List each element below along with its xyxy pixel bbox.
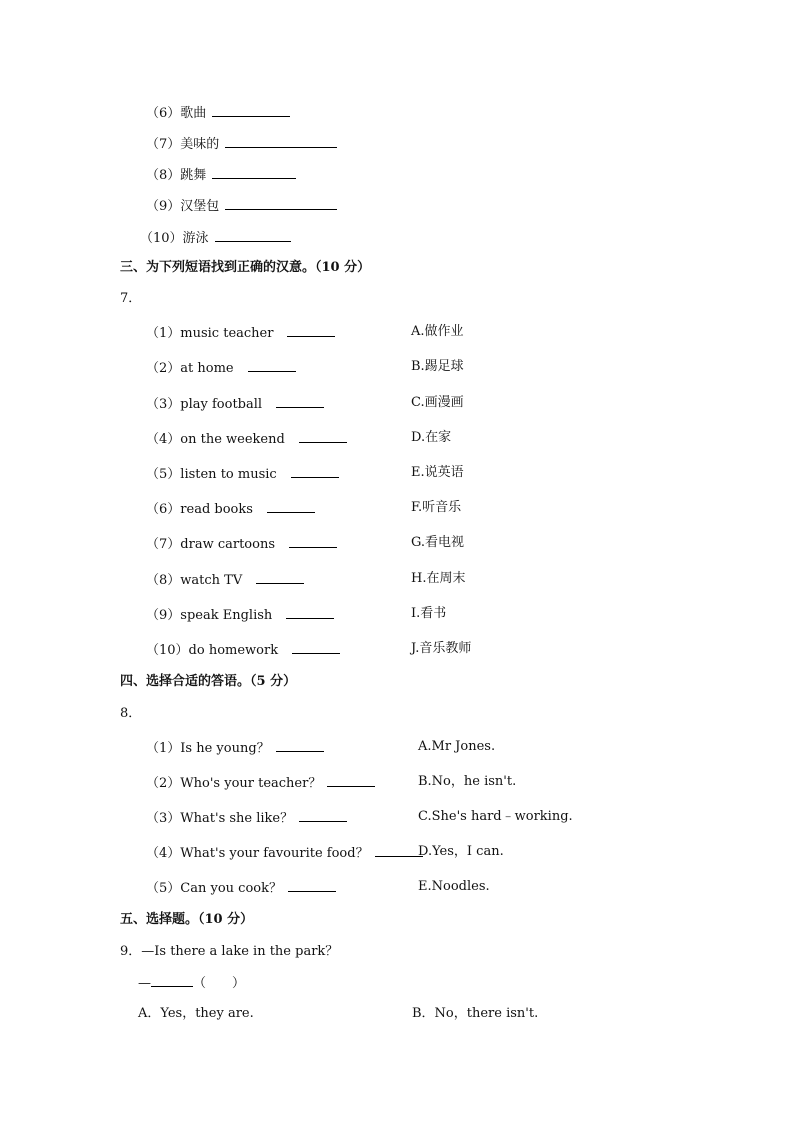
vocab-item bbox=[146, 135, 337, 153]
question-item bbox=[146, 774, 375, 792]
item-text: speak English bbox=[180, 608, 273, 623]
item-text: 汉堡包 bbox=[180, 199, 220, 214]
item-number: （5） bbox=[146, 881, 181, 896]
answer-option: B.No，he isn't. bbox=[418, 774, 517, 789]
item-number: （7） bbox=[146, 137, 181, 152]
answer-blank[interactable] bbox=[267, 500, 315, 513]
item-number: （9） bbox=[146, 199, 181, 214]
item-number: （3） bbox=[146, 811, 181, 826]
meaning-option: F.听音乐 bbox=[411, 500, 462, 515]
answer-blank[interactable] bbox=[256, 571, 304, 584]
answer-blank[interactable] bbox=[151, 974, 193, 987]
vocab-item bbox=[146, 197, 337, 215]
item-number: （6） bbox=[146, 106, 181, 121]
vocab-item bbox=[140, 229, 291, 247]
item-text: listen to music bbox=[180, 467, 277, 482]
section-heading: 四、选择合适的答语。（5 分） bbox=[120, 674, 297, 689]
item-number: （7） bbox=[146, 537, 181, 552]
item-number: （4） bbox=[146, 846, 181, 861]
phrase-item bbox=[146, 641, 340, 659]
phrase-item bbox=[146, 430, 347, 448]
item-text: do homework bbox=[188, 643, 279, 658]
answer-blank[interactable] bbox=[287, 324, 335, 337]
choice-parentheses[interactable]: （ ） bbox=[193, 976, 246, 991]
phrase-item bbox=[146, 395, 324, 413]
item-text: What's your favourite food？ bbox=[180, 846, 369, 861]
answer-option: C.She's hard﹣working. bbox=[418, 809, 573, 824]
question-item bbox=[146, 844, 423, 862]
item-number: （9） bbox=[146, 608, 181, 623]
item-number: （8） bbox=[146, 573, 181, 588]
item-text: draw cartoons bbox=[180, 537, 275, 552]
answer-blank[interactable] bbox=[291, 465, 339, 478]
phrase-item bbox=[146, 500, 315, 518]
item-text: watch TV bbox=[180, 573, 243, 588]
item-text: play football bbox=[180, 397, 263, 412]
item-text: on the weekend bbox=[180, 432, 285, 447]
option-a[interactable]: A．Yes，they are. bbox=[138, 1006, 254, 1021]
meaning-option: D.在家 bbox=[411, 430, 452, 445]
answer-blank[interactable] bbox=[289, 535, 337, 548]
phrase-item bbox=[146, 606, 334, 624]
answer-blank[interactable] bbox=[276, 739, 324, 752]
item-number: （2） bbox=[146, 776, 181, 791]
meaning-option: H.在周末 bbox=[411, 571, 466, 586]
question-text: 9．—Is there a lake in the park？ bbox=[120, 944, 339, 959]
item-text: at home bbox=[180, 361, 234, 376]
vocab-item bbox=[146, 166, 296, 184]
answer-blank[interactable] bbox=[225, 197, 337, 210]
section-heading: 三、为下列短语找到正确的汉意。（10 分） bbox=[120, 260, 371, 275]
answer-blank[interactable] bbox=[215, 229, 291, 242]
item-number: （8） bbox=[146, 168, 181, 183]
answer-option: E.Noodles. bbox=[418, 879, 490, 894]
phrase-item bbox=[146, 535, 337, 553]
question-number: 7． bbox=[120, 291, 142, 306]
answer-blank[interactable] bbox=[299, 430, 347, 443]
question-number: 8． bbox=[120, 706, 142, 721]
item-number: （6） bbox=[146, 502, 181, 517]
item-text: 游泳 bbox=[182, 231, 209, 246]
answer-line bbox=[138, 974, 245, 992]
item-number: （1） bbox=[146, 741, 181, 756]
answer-blank[interactable] bbox=[286, 606, 334, 619]
answer-blank[interactable] bbox=[375, 844, 423, 857]
item-number: （3） bbox=[146, 397, 181, 412]
item-number: （10） bbox=[140, 231, 183, 246]
answer-option: D.Yes，I can. bbox=[418, 844, 504, 859]
question-item bbox=[146, 879, 336, 897]
answer-blank[interactable] bbox=[327, 774, 375, 787]
question-item bbox=[146, 739, 324, 757]
answer-blank[interactable] bbox=[248, 359, 296, 372]
item-text: What's she like？ bbox=[180, 811, 294, 826]
vocab-item bbox=[146, 104, 290, 122]
item-text: Is he young？ bbox=[180, 741, 270, 756]
meaning-option: G.看电视 bbox=[411, 535, 465, 550]
item-text: Can you cook？ bbox=[180, 881, 282, 896]
answer-blank[interactable] bbox=[225, 135, 337, 148]
meaning-option: C.画漫画 bbox=[411, 395, 464, 410]
item-number: （10） bbox=[146, 643, 189, 658]
item-number: （2） bbox=[146, 361, 181, 376]
item-text: Who's your teacher？ bbox=[180, 776, 322, 791]
item-number: （5） bbox=[146, 467, 181, 482]
answer-blank[interactable] bbox=[292, 641, 340, 654]
meaning-option: A.做作业 bbox=[411, 324, 464, 339]
item-number: （1） bbox=[146, 326, 181, 341]
item-text: 跳舞 bbox=[180, 168, 207, 183]
answer-blank[interactable] bbox=[276, 395, 324, 408]
item-text: 美味的 bbox=[180, 137, 220, 152]
answer-blank[interactable] bbox=[288, 879, 336, 892]
answer-blank[interactable] bbox=[212, 104, 290, 117]
answer-blank[interactable] bbox=[299, 809, 347, 822]
dash: — bbox=[138, 976, 151, 991]
phrase-item bbox=[146, 359, 296, 377]
phrase-item bbox=[146, 571, 304, 589]
question-item bbox=[146, 809, 347, 827]
phrase-item bbox=[146, 465, 339, 483]
answer-blank[interactable] bbox=[212, 166, 296, 179]
meaning-option: I.看书 bbox=[411, 606, 447, 621]
option-b[interactable]: B．No，there isn't. bbox=[412, 1006, 539, 1021]
section-heading: 五、选择题。（10 分） bbox=[120, 912, 254, 927]
answer-option: A.Mr Jones. bbox=[418, 739, 496, 754]
meaning-option: J.音乐教师 bbox=[411, 641, 472, 656]
phrase-item bbox=[146, 324, 335, 342]
meaning-option: E.说英语 bbox=[411, 465, 464, 480]
item-text: music teacher bbox=[180, 326, 274, 341]
item-text: read books bbox=[180, 502, 253, 517]
item-number: （4） bbox=[146, 432, 181, 447]
meaning-option: B.踢足球 bbox=[411, 359, 464, 374]
item-text: 歌曲 bbox=[180, 106, 207, 121]
